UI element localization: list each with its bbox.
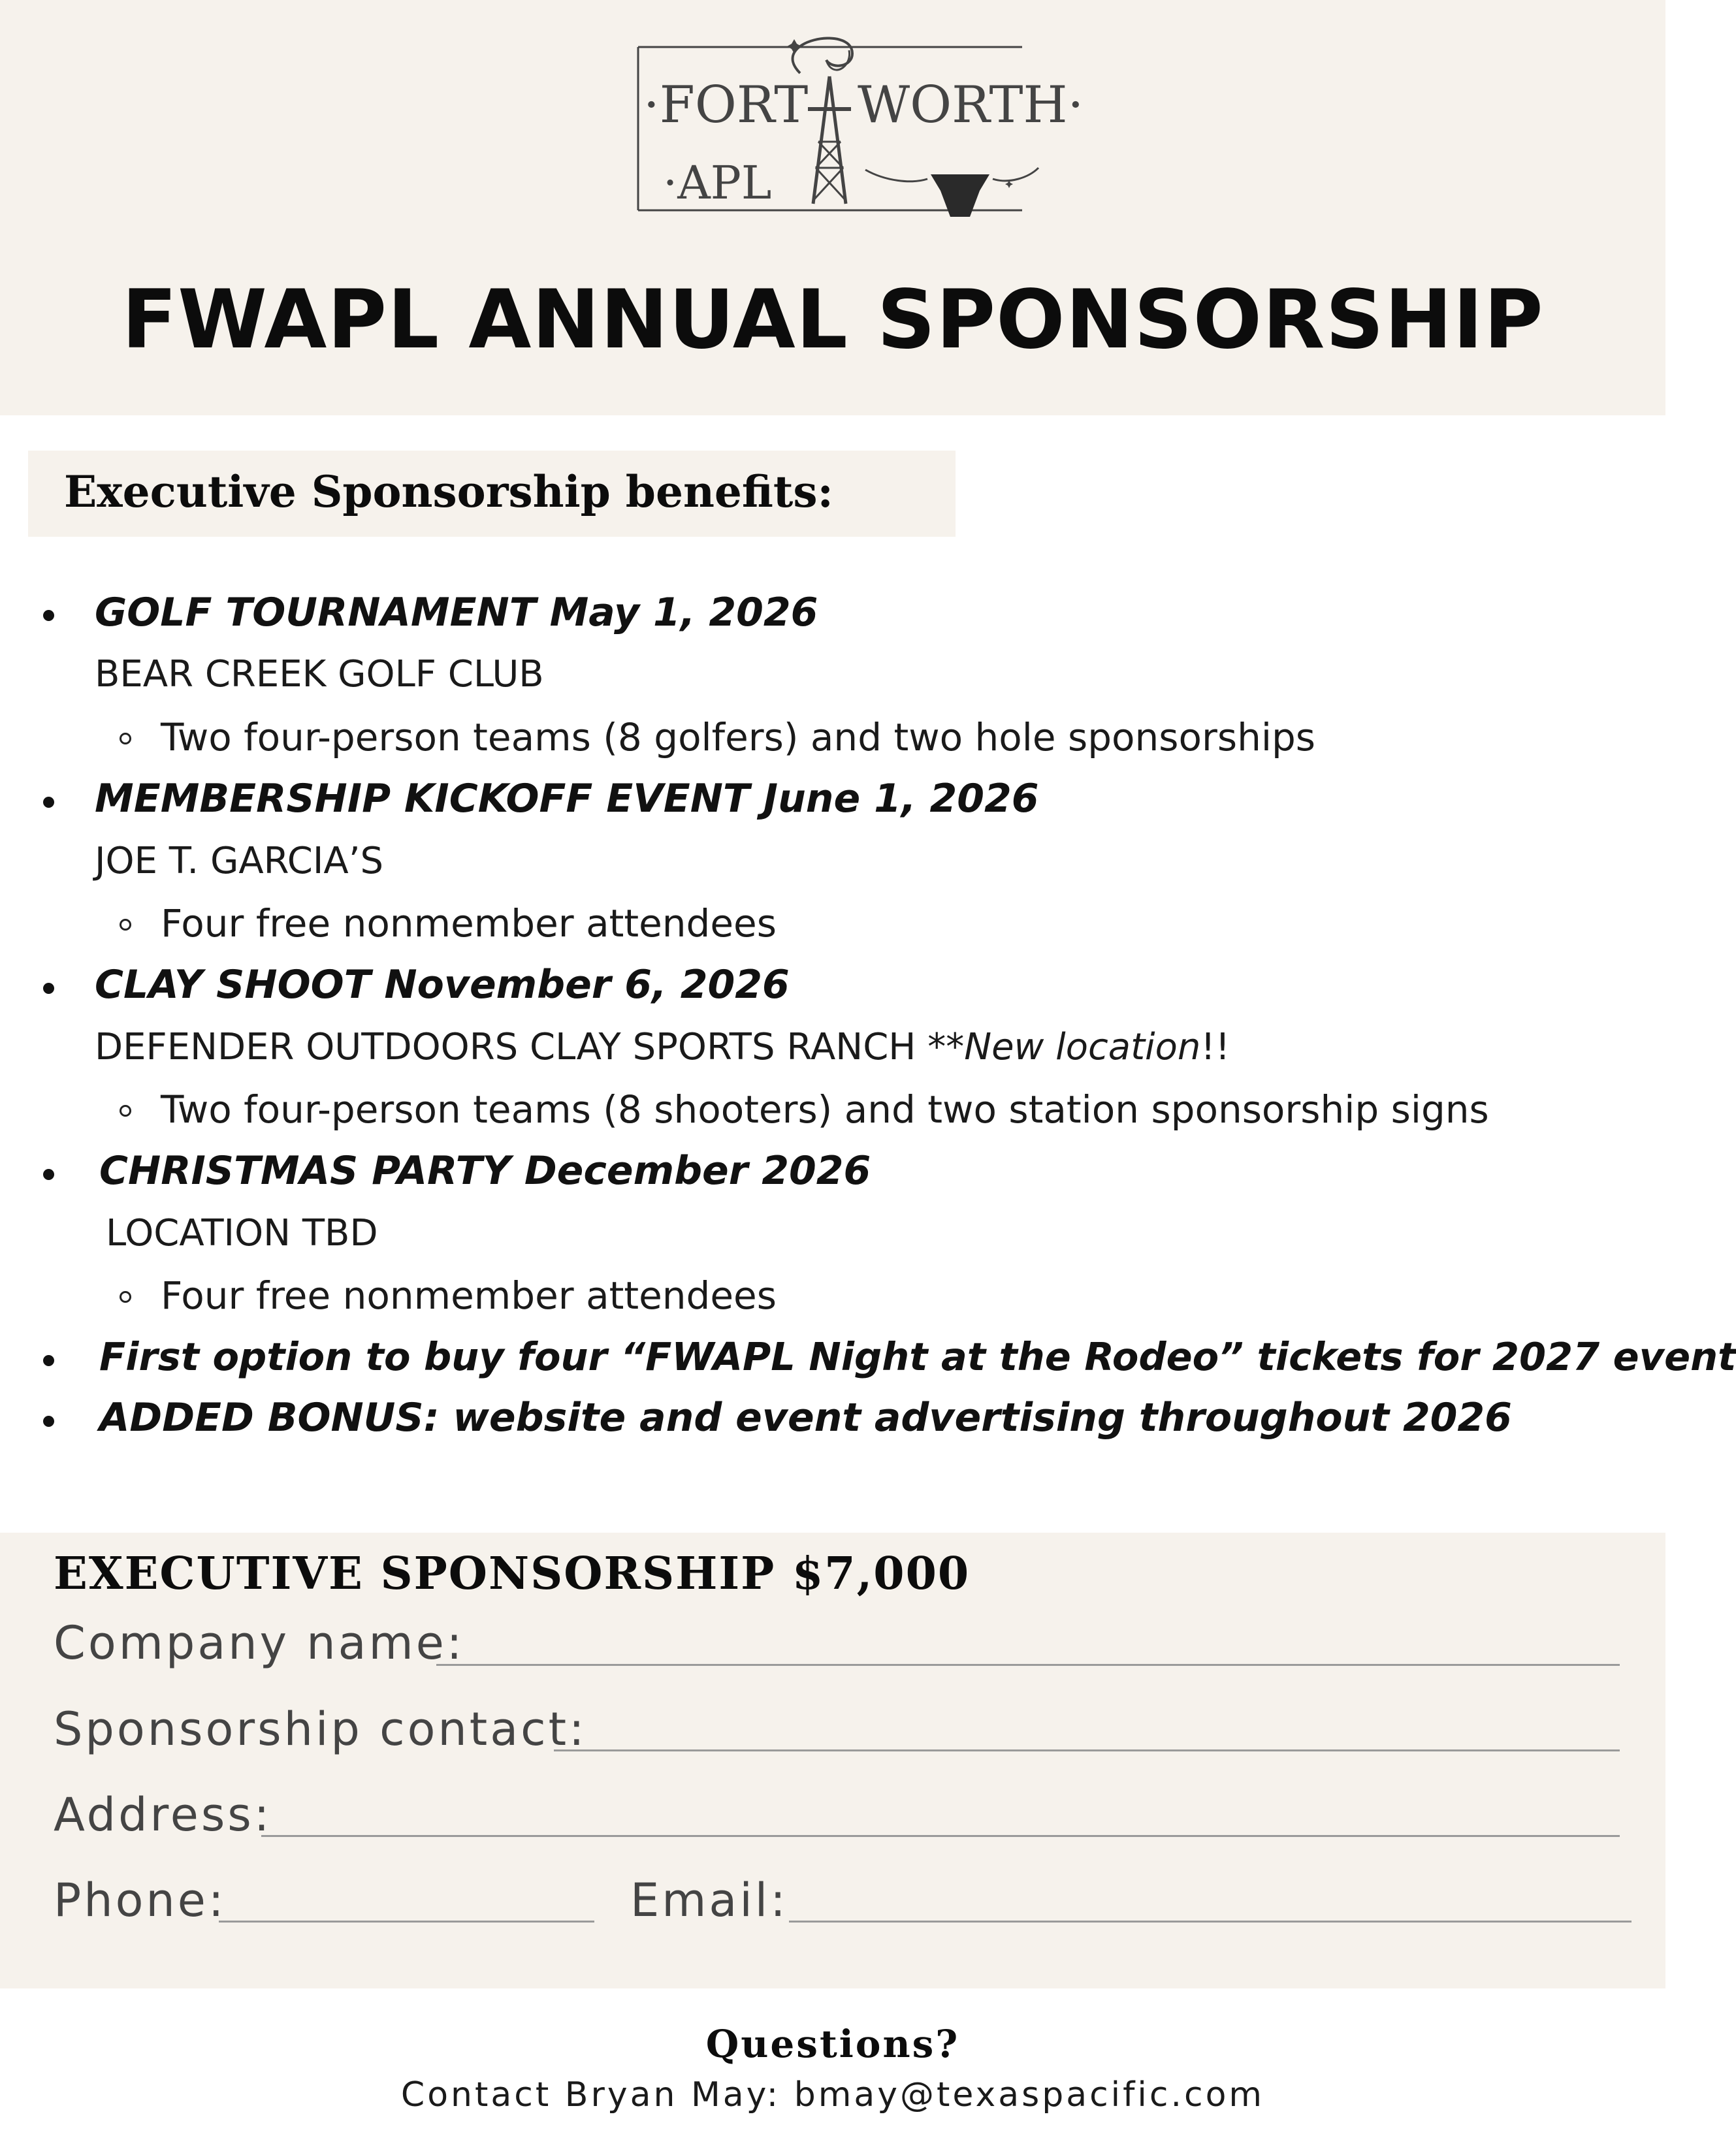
event-title-membership: MEMBERSHIP KICKOFF EVENT June 1, 2026 <box>95 776 1039 822</box>
benefits-heading-box <box>28 451 956 537</box>
bullet-icon <box>43 797 54 808</box>
email-field[interactable] <box>789 1921 1632 1923</box>
bullet-icon <box>43 1416 54 1427</box>
extra-rodeo-tickets: First option to buy four “FWAPL Night at the Rodeo” tickets for 2027 event <box>99 1334 1736 1379</box>
benefits-heading: Executive Sponsorship benefits: <box>64 466 833 517</box>
event-detail-membership: Four free nonmember attendees <box>161 901 777 946</box>
phone-field[interactable] <box>219 1921 594 1923</box>
event-venue-christmas: LOCATION TBD <box>106 1212 378 1254</box>
address-label: Address: <box>54 1788 272 1842</box>
page-title: FWAPL ANNUAL SPONSORSHIP <box>121 273 1544 367</box>
sub-bullet-icon <box>120 1291 131 1303</box>
event-title-christmas: CHRISTMAS PARTY December 2026 <box>99 1148 871 1194</box>
event-detail-clay: Two four-person teams (8 shooters) and two station sponsorship signs <box>161 1087 1489 1132</box>
company-name-label: Company name: <box>54 1616 465 1670</box>
sponsorship-contact-field[interactable] <box>554 1749 1620 1751</box>
sub-bullet-icon <box>120 1105 131 1117</box>
questions-heading: Questions? <box>705 2022 960 2066</box>
sub-bullet-icon <box>120 919 131 931</box>
venue-name: DEFENDER OUTDOORS CLAY SPORTS RANCH ** <box>95 1026 965 1068</box>
sub-bullet-icon <box>120 733 131 744</box>
form-title: EXECUTIVE SPONSORSHIP $7,000 <box>54 1548 971 1600</box>
extra-added-bonus: ADDED BONUS: website and event advertising throughout 2026 <box>99 1395 1512 1441</box>
email-label: Email: <box>630 1874 788 1927</box>
company-name-field[interactable] <box>436 1664 1620 1666</box>
venue-note: New location <box>964 1026 1201 1068</box>
event-venue-clay <box>95 1026 1230 1068</box>
bullet-icon <box>43 610 54 621</box>
logo-fort-text: ·FORT <box>643 76 809 135</box>
bullet-icon <box>43 1169 54 1180</box>
event-venue-golf: BEAR CREEK GOLF CLUB <box>95 653 544 695</box>
sponsorship-contact-label: Sponsorship contact: <box>54 1702 587 1756</box>
logo-apl-text: ·APL <box>663 156 772 210</box>
phone-label: Phone: <box>54 1874 227 1927</box>
address-field[interactable] <box>261 1835 1620 1837</box>
event-detail-golf: Two four-person teams (8 golfers) and two hole sponsorships <box>161 715 1315 759</box>
event-title-golf: GOLF TOURNAMENT May 1, 2026 <box>95 590 818 635</box>
bullet-icon <box>43 1355 54 1366</box>
bullet-icon <box>43 983 54 994</box>
logo-worth-text: WORTH· <box>858 76 1084 135</box>
contact-line: Contact Bryan May: bmay@texaspacific.com <box>400 2075 1265 2115</box>
event-title-clay: CLAY SHOOT November 6, 2026 <box>95 962 790 1008</box>
event-venue-membership: JOE T. GARCIA’S <box>95 840 384 882</box>
event-detail-christmas: Four free nonmember attendees <box>161 1273 777 1318</box>
venue-suffix: !! <box>1200 1026 1230 1068</box>
fwapl-logo <box>637 27 1084 230</box>
